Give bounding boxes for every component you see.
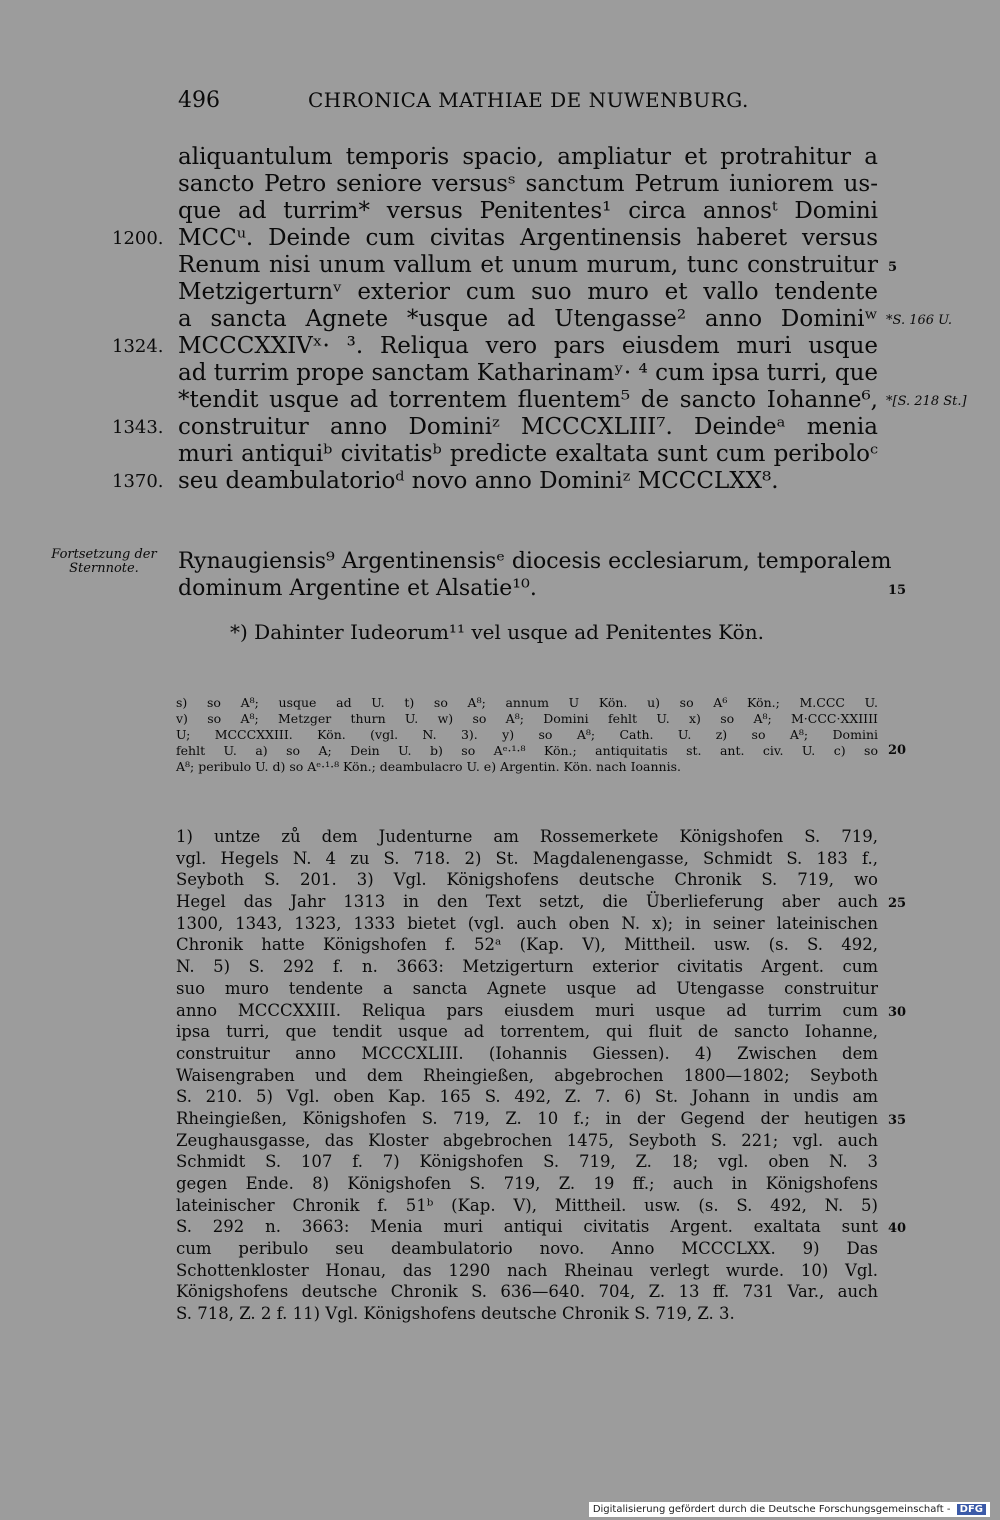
text-line	[178, 548, 892, 575]
line-number: 25	[888, 896, 907, 912]
line-text: Renum nisi unum vallum et unum murum, tunc construitur	[178, 252, 878, 278]
line-text: Rheingießen, Königshofen S. 719, Z. 10 f.; in der Gegend der heutigen	[176, 1108, 878, 1128]
line-text: anno MCCCXXIII. Reliqua pars eiusdem muri usque ad turrim cum	[176, 1000, 878, 1020]
text-line	[176, 695, 878, 711]
footer-text: Digitalisierung gefördert durch die Deutsche Forschungsgemeinschaft -	[592, 1504, 951, 1515]
margin-year: 1370.	[112, 471, 164, 492]
line-text: ad turrim prope sanctam Katharinamʸ· ⁴ cum ipsa turri, que	[178, 360, 878, 386]
margin-year: 1343.	[112, 417, 164, 438]
text-line	[176, 934, 878, 956]
text-line	[176, 1216, 907, 1238]
line-number: 15	[888, 583, 907, 598]
text-line	[176, 1108, 907, 1130]
line-text: fehlt U. a) so A; Dein U. b) so Aᵉ·¹·⁸ Kön.; antiquitatis st. ant. civ. U. c) so	[176, 743, 878, 758]
line-text: gegen Ende. 8) Königshofen S. 719, Z. 19 ff.; auch in Königshofens	[176, 1174, 878, 1193]
line-text: MCCCXXIVˣ· ³. Reliqua vero pars eiusdem muri usque	[178, 333, 878, 359]
running-title: CHRONICA MATHIAE DE NUWENBURG.	[308, 88, 749, 112]
line-text: suo muro tendente a sancta Agnete usque ad Utengasse construitur	[176, 978, 878, 998]
page-header	[178, 88, 878, 124]
text-line	[176, 1021, 878, 1043]
text-line	[178, 171, 878, 198]
margin-year: 1324.	[112, 336, 164, 357]
text-line	[112, 414, 878, 441]
line-text: Schottenkloster Honau, das 1290 nach Rheinau verlegt wurde. 10) Vgl.	[176, 1260, 878, 1280]
text-line	[176, 956, 878, 978]
continuation-text-block	[178, 548, 907, 602]
line-text: Zeughausgasse, das Kloster abgebrochen 1475, Seyboth S. 221; vgl. auch	[176, 1130, 878, 1150]
text-line	[176, 727, 878, 743]
line-text: construitur anno Dominiᶻ MCCCXLIII⁷. Deindeᵃ menia	[178, 414, 878, 440]
line-text: *tendit usque ad torrentem fluentem⁵ de sancto Iohanne⁶,	[178, 387, 878, 413]
line-text: lateinischer Chronik f. 51ᵇ (Kap. V), Mittheil. usw. (s. S. 492, N. 5)	[176, 1195, 878, 1215]
footnotes-block	[176, 826, 907, 1325]
text-line	[176, 1303, 878, 1325]
line-text: S. 718, Z. 2 f. 11) Vgl. Königshofens deutsche Chronik S. 719, Z. 3.	[176, 1304, 735, 1324]
text-line	[112, 468, 878, 495]
text-line	[176, 1173, 878, 1195]
text-line	[176, 869, 878, 891]
line-text: A⁸; peribulo U. d) so Aᵉ·¹·⁸ Kön.; deambulacro U. e) Argentin. Kön. nach Ioannis.	[176, 759, 681, 774]
text-line	[176, 1000, 907, 1022]
text-line	[176, 1195, 878, 1217]
line-text: U; MCCCXXIII. Kön. (vgl. N. 3). y) so A⁸; Cath. U. z) so A⁸; Domini	[176, 727, 878, 742]
text-line	[178, 279, 878, 306]
text-line	[176, 1238, 878, 1260]
line-number: 40	[888, 1221, 907, 1237]
text-line	[176, 1260, 878, 1282]
margin-year: 1200.	[112, 228, 164, 249]
line-number: 35	[888, 1112, 907, 1128]
text-line	[176, 1130, 878, 1152]
variant-readings-block	[176, 695, 907, 775]
text-line	[176, 711, 878, 727]
line-text: vgl. Hegels N. 4 zu S. 718. 2) St. Magdalenengasse, Schmidt S. 183 f.,	[176, 848, 878, 868]
margin-page-reference: *S. 166 U.	[886, 313, 953, 328]
line-text: Königshofens deutsche Chronik S. 636—640. 704, Z. 13 ff. 731 Var., auch	[176, 1282, 878, 1302]
dfg-logo: DFG	[957, 1504, 986, 1515]
digitization-footer	[589, 1502, 990, 1517]
line-text: dominum Argentine et Alsatie¹⁰.	[178, 576, 537, 601]
line-text: ipsa turri, que tendit usque ad torrentem, qui fluit de sancto Iohanne,	[176, 1022, 878, 1042]
line-text: sancto Petro seniore versusˢ sanctum Petrum iuniorem us-	[178, 171, 878, 197]
line-text: Seyboth S. 201. 3) Vgl. Königshofens deutsche Chronik S. 719, wo	[176, 870, 878, 890]
line-text: a sancta Agnete *usque ad Utengasse² anno Dominiʷ	[178, 306, 878, 332]
line-number: 30	[888, 1004, 907, 1020]
line-text: construitur anno MCCCXLIII. (Iohannis Giessen). 4) Zwischen dem	[176, 1043, 878, 1063]
main-text-block	[112, 144, 967, 495]
line-text: Chronik hatte Königshofen f. 52ᵃ (Kap. V), Mittheil. usw. (s. S. 492,	[176, 935, 878, 955]
line-text: 1) untze zů dem Judenturne am Rossemerkete Königshofen S. 719,	[176, 827, 878, 846]
line-text: 1300, 1343, 1323, 1333 bietet (vgl. auch oben N. x); in seiner lateinischen	[176, 913, 878, 933]
line-text: MCCᵘ. Deinde cum civitas Argentinensis haberet versus	[178, 225, 878, 251]
line-text: Metzigerturnᵛ exterior cum suo muro et vallo tendente	[178, 279, 878, 305]
text-line	[176, 1086, 878, 1108]
line-text: cum peribulo seu deambulatorio novo. Anno MCCCLXX. 9) Das	[176, 1239, 878, 1259]
star-footnote: *) Dahinter Iudeorum¹¹ vel usque ad Penitentes Kön.	[230, 620, 764, 644]
line-text: Waisengraben und dem Rheingießen, abgebrochen 1800—1802; Seyboth	[176, 1065, 878, 1085]
margin-page-reference: *[S. 218 St.]	[886, 394, 967, 409]
line-text: v) so A⁸; Metzger thurn U. w) so A⁸; Domini fehlt U. x) so A⁸; M·CCC·XXIIII	[176, 711, 878, 726]
text-line	[178, 441, 878, 468]
text-line	[176, 743, 907, 759]
line-number: 5	[888, 260, 898, 275]
line-text: Schmidt S. 107 f. 7) Königshofen S. 719, Z. 18; vgl. oben N. 3	[176, 1152, 878, 1172]
line-number: 20	[888, 743, 907, 758]
text-line	[178, 387, 967, 414]
text-line	[176, 1043, 878, 1065]
text-line	[176, 1281, 878, 1303]
text-line	[178, 575, 907, 602]
text-line	[176, 848, 878, 870]
text-line	[178, 198, 878, 225]
text-line	[176, 759, 878, 775]
line-text: S. 210. 5) Vgl. oben Kap. 165 S. 492, Z. 7. 6) St. Johann in undis am	[176, 1087, 878, 1107]
line-text: que ad turrim* versus Penitentes¹ circa annosᵗ Domini	[178, 198, 878, 224]
line-text: N. 5) S. 292 f. n. 3663: Metzigerturn exterior civitatis Argent. cum	[176, 957, 878, 977]
line-text: aliquantulum temporis spacio, ampliatur et protrahitur a	[178, 144, 878, 170]
line-text: S. 292 n. 3663: Menia muri antiqui civitatis Argent. exaltata sunt	[176, 1217, 878, 1237]
text-line	[112, 333, 878, 360]
text-line	[176, 1151, 878, 1173]
line-text: seu deambulatorioᵈ novo anno Dominiᶻ MCCCLXX⁸.	[178, 468, 779, 494]
line-text: Rynaugiensis⁹ Argentinensisᵉ diocesis ecclesiarum, temporalem	[178, 549, 892, 574]
line-text: Hegel das Jahr 1313 in den Text setzt, die Überlieferung aber auch	[176, 892, 878, 912]
text-line	[176, 891, 907, 913]
text-line	[178, 306, 953, 333]
line-text: muri antiquiᵇ civitatisᵇ predicte exaltata sunt cum periboloᶜ	[178, 441, 878, 467]
text-line	[176, 826, 878, 848]
line-text: s) so A⁸; usque ad U. t) so A⁸; annum U Kön. u) so A⁶ Kön.; M.CCC U.	[176, 695, 878, 710]
margin-sidenote: Fortsetzung der Sternnote.	[51, 547, 157, 576]
text-line	[178, 360, 878, 387]
text-line	[176, 913, 878, 935]
text-line	[112, 225, 878, 252]
text-line	[176, 978, 878, 1000]
text-line	[178, 252, 898, 279]
text-line	[178, 144, 878, 171]
text-line	[176, 1065, 878, 1087]
page-number: 496	[178, 88, 220, 113]
